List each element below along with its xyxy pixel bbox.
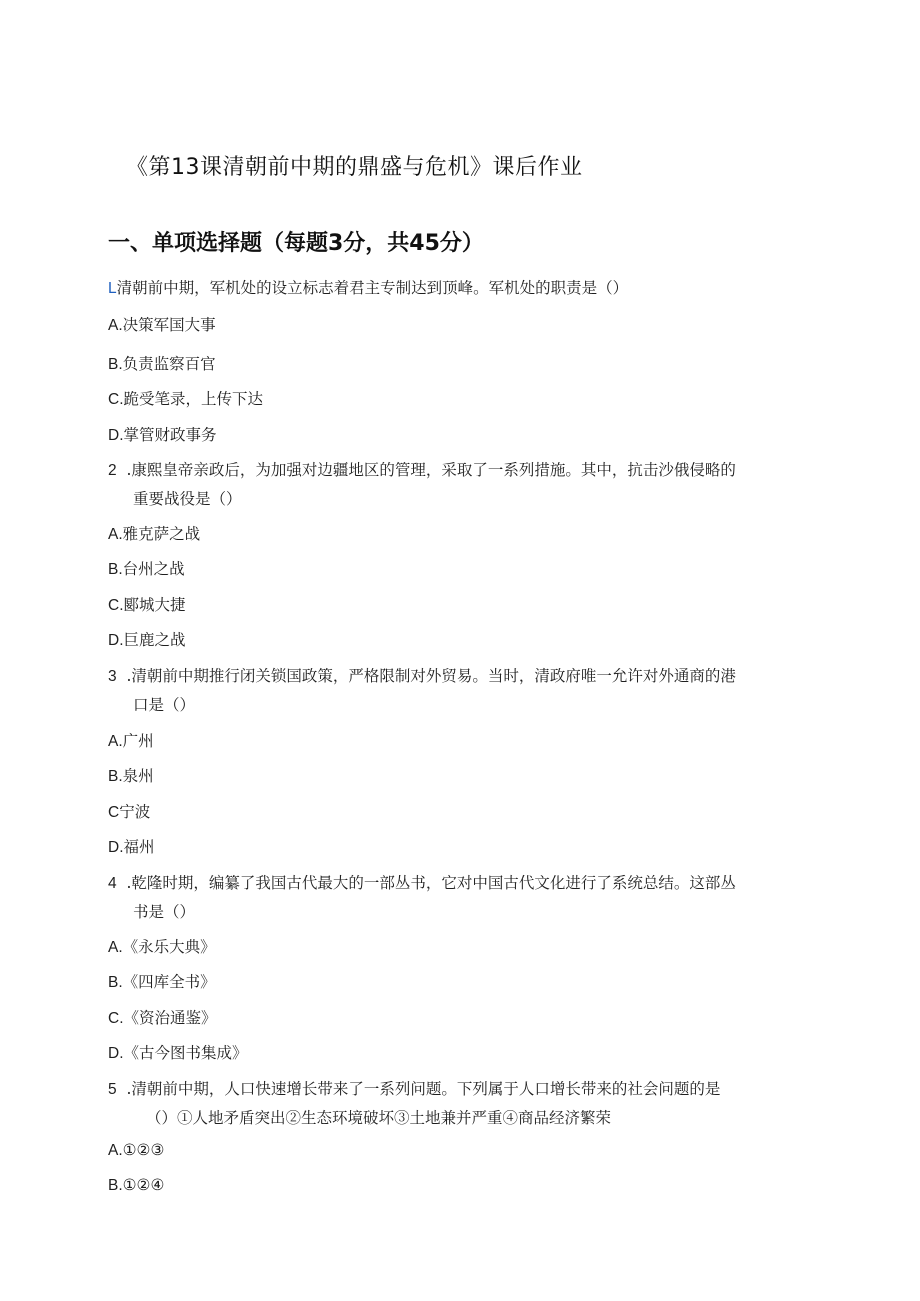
q3-option-c: C宁波: [108, 803, 151, 821]
question-4-number: 4: [108, 875, 117, 892]
q1-option-c: C.跪受笔录，上传下达: [108, 390, 264, 408]
question-1-number: L: [108, 280, 117, 297]
question-3-text: .清朝前中期推行闭关锁国政策，严格限制对外贸易。当时，清政府唯一允许对外通商的港: [126, 667, 736, 685]
q2-option-d: D.巨鹿之战: [108, 631, 186, 649]
q1-option-b: B.负责监察百官: [108, 355, 216, 373]
q2-option-c: C.郾城大捷: [108, 596, 186, 614]
q1-option-d: D.掌管财政事务: [108, 426, 217, 444]
question-1-text: 清朝前中期，军机处的设立标志着君主专制达到顶峰。军机处的职责是（）: [116, 279, 629, 297]
question-4: [108, 871, 736, 893]
q3-option-a: A.广州: [108, 732, 154, 750]
question-3-continued: 口是（）: [133, 696, 196, 714]
question-3-number: 3: [108, 668, 117, 685]
q4-option-b: B.《四库全书》: [108, 973, 216, 991]
q1-option-a: A.决策军国大事: [108, 316, 216, 334]
question-2-number: 2: [108, 462, 117, 479]
question-5-text: .清朝前中期，人口快速增长带来了一系列问题。下列属于人口增长带来的社会问题的是: [126, 1080, 721, 1098]
q2-option-a: A.雅克萨之战: [108, 525, 201, 543]
q3-option-b: B.泉州: [108, 767, 154, 785]
q5-option-b: B.①②④: [108, 1176, 165, 1194]
question-5-continued: （）①人地矛盾突出②生态环境破坏③土地兼并严重④商品经济繁荣: [146, 1109, 612, 1127]
document-title: 《第13课清朝前中期的鼎盛与危机》课后作业: [126, 155, 583, 180]
question-2: [108, 458, 736, 480]
question-2-continued: 重要战役是（）: [133, 490, 242, 508]
question-2-text: .康熙皇帝亲政后，为加强对边疆地区的管理，采取了一系列措施。其中，抗击沙俄侵略的: [126, 461, 736, 479]
q5-option-a: A.①②③: [108, 1141, 165, 1159]
question-4-text: .乾隆时期，编纂了我国古代最大的一部丛书，它对中国古代文化进行了系统总结。这部丛: [126, 874, 736, 892]
q4-option-d: D.《古今图书集成》: [108, 1044, 248, 1062]
question-1: [108, 276, 628, 298]
q4-option-a: A.《永乐大典》: [108, 938, 216, 956]
question-5-number: 5: [108, 1081, 117, 1098]
question-3: [108, 664, 736, 686]
question-4-continued: 书是（）: [133, 903, 196, 921]
q2-option-b: B.台州之战: [108, 560, 185, 578]
section-heading: 一、单项选择题（每题3分，共45分）: [108, 231, 484, 256]
q4-option-c: C.《资治通鉴》: [108, 1009, 217, 1027]
question-5: [108, 1077, 720, 1099]
q3-option-d: D.福州: [108, 838, 155, 856]
